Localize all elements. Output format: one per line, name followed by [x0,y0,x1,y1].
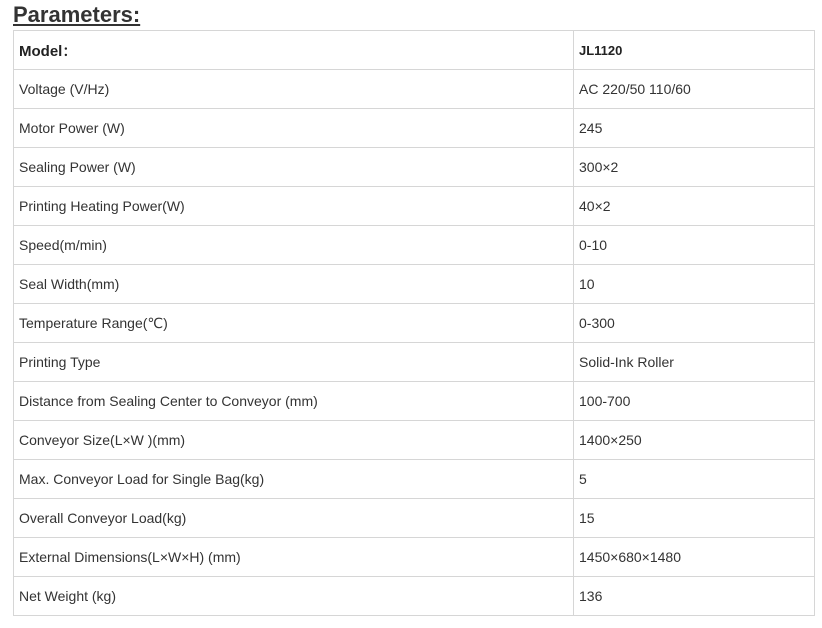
table-row [14,226,815,265]
parameter-value: 1400×250 [574,421,815,460]
parameters-table [13,30,815,616]
parameter-value: 0-10 [574,226,815,265]
table-row [14,148,815,187]
parameter-name: Conveyor Size(L×W )(mm) [14,421,574,460]
parameter-name: Net Weight (kg) [14,577,574,616]
parameter-value: 10 [574,265,815,304]
parameter-value: 245 [574,109,815,148]
table-row [14,460,815,499]
parameter-name: Speed(m/min) [14,226,574,265]
parameter-name: Printing Heating Power(W) [14,187,574,226]
parameter-name: Sealing Power (W) [14,148,574,187]
table-row [14,70,815,109]
parameter-value: 15 [574,499,815,538]
table-row [14,421,815,460]
parameter-name: Overall Conveyor Load(kg) [14,499,574,538]
table-row [14,577,815,616]
parameters-table-body [14,31,815,616]
parameter-name: Voltage (V/Hz) [14,70,574,109]
table-row [14,304,815,343]
model-label: Model： [14,31,574,70]
page-title: Parameters: [13,2,141,27]
parameter-name: Temperature Range(℃) [14,304,574,343]
parameter-value: 136 [574,577,815,616]
parameter-name: Printing Type [14,343,574,382]
parameter-value: 40×2 [574,187,815,226]
parameter-value: AC 220/50 110/60 [574,70,815,109]
parameter-name: Motor Power (W) [14,109,574,148]
table-row [14,538,815,577]
parameter-name: External Dimensions(L×W×H) (mm) [14,538,574,577]
parameter-name: Seal Width(mm) [14,265,574,304]
table-row [14,499,815,538]
model-value: JL1120 [574,31,815,70]
table-row [14,187,815,226]
parameter-value: 1450×680×1480 [574,538,815,577]
parameter-value: 0-300 [574,304,815,343]
parameter-value: Solid-Ink Roller [574,343,815,382]
parameter-name: Distance from Sealing Center to Conveyor (mm) [14,382,574,421]
table-row [14,382,815,421]
parameter-name: Max. Conveyor Load for Single Bag(kg) [14,460,574,499]
table-header-row [14,31,815,70]
parameter-value: 100-700 [574,382,815,421]
table-row [14,265,815,304]
table-row [14,343,815,382]
table-row [14,109,815,148]
parameter-value: 5 [574,460,815,499]
parameter-value: 300×2 [574,148,815,187]
